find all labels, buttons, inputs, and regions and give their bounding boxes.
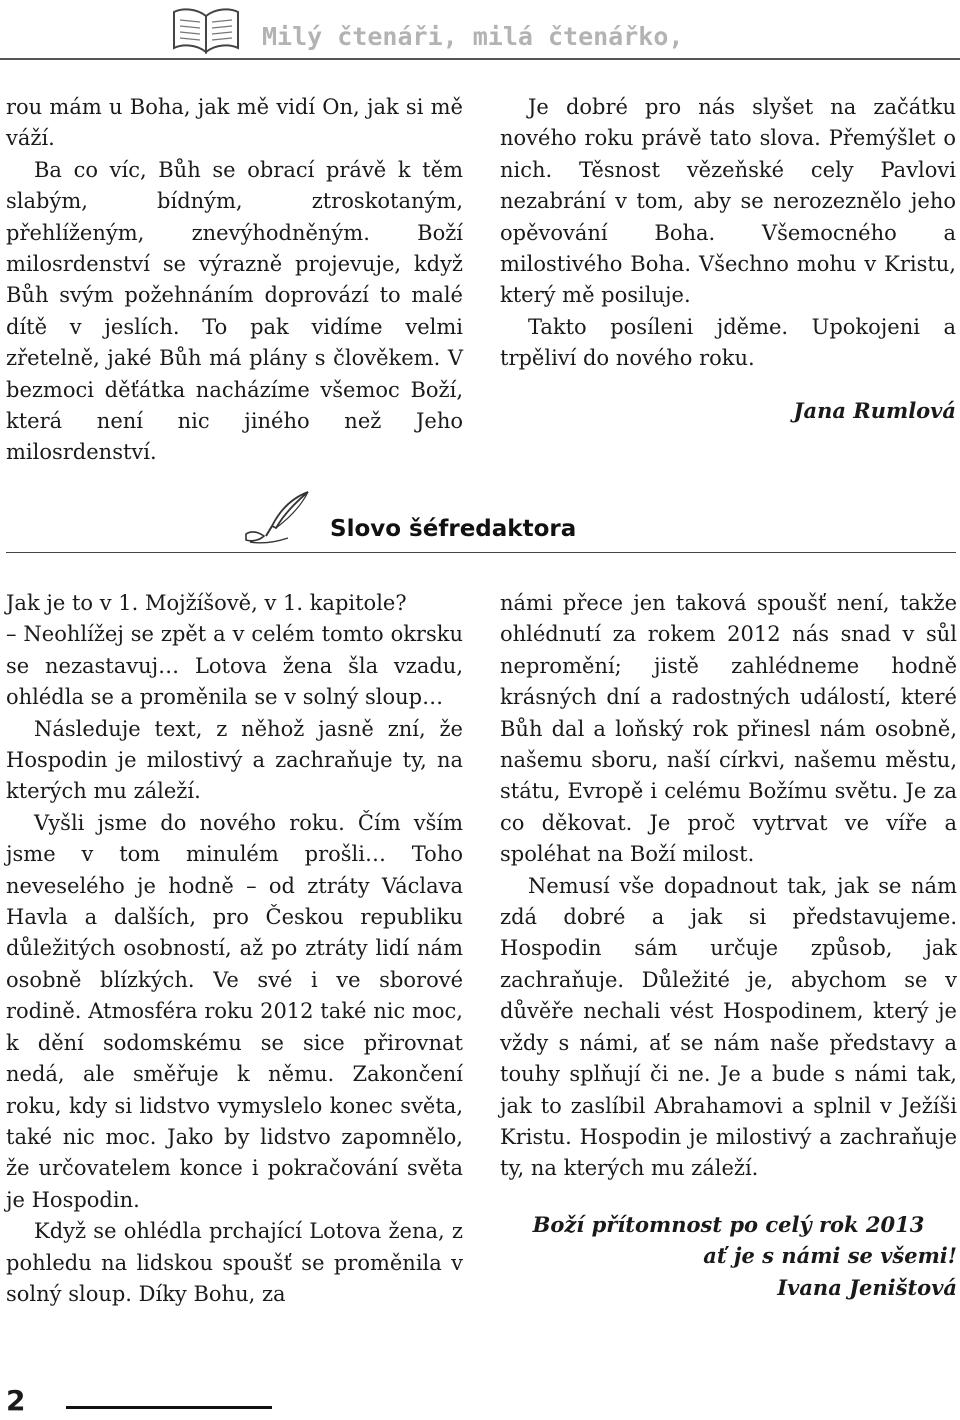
header-divider <box>0 58 960 60</box>
page-number: 2 <box>6 1384 26 1417</box>
paragraph: Nemusí vše dopadnout tak, jak se nám zdá dobré a jak si představujeme. Hospodin sám určuje způsob, jak zachraňuje. Důležité je, abychom se v důvěře nechali vést Hospodinem, který je vždy s námi, ať se nám naše představy a touhy splňují či ne. Je a bude s námi tak, jak to zaslíbil Abrahamovi a splnil v Ježíši Kristu. Hospodin je milostivý a zachraňuje ty, na kterých mu záleží. <box>500 873 957 1181</box>
open-book-icon <box>170 2 242 56</box>
paragraph: Jak je to v 1. Mojžíšově, v 1. kapitole? <box>6 591 407 615</box>
quill-pen-icon <box>242 490 314 546</box>
article-column-top-right <box>500 92 956 426</box>
page-header <box>0 0 960 80</box>
paragraph: Vyšli jsme do nového roku. Čím vším jsme v tom minulém prošli… Toho neveselého je hodně – od ztráty Václava Havla a dalších, pro Českou republiku důležitých osobností, až po ztráty lidí nám osobně blízkých. Ve své i ve sborové rodině. Atmosféra roku 2012 také nic moc, k dění sodomskému se sice přirovnat nedá, ale směřuje k němu. Zakončení roku, kdy si lidstvo vymyslelo konec světa, také nic moc. Jako by lidstvo zapomnělo, že určovatelem konce i pokračování světa je Hospodin. <box>6 810 463 1212</box>
paragraph: Následuje text, z něhož jasně zní, že Hospodin je milostivý a zachraňuje ty, na kterých mu záleží. <box>6 716 463 804</box>
author-signature: Ivana Jeništová <box>777 1274 957 1300</box>
section-divider <box>6 552 956 553</box>
paragraph: Ba co víc, Bůh se obrací právě k těm slabým, bídným, ztroskotaným, přehlíženým, znevýhodněným. Boží milosrdenství se výrazně projevuje, když Bůh svým požehnáním doprovází to malé dítě v jeslích. To pak vidíme velmi zřetelně, jaké Bůh má plány s člověkem. V bezmoci děťátka nacházíme všemoc Boží, která není nic jiného než Jeho milosrdenství. <box>6 157 463 465</box>
footer-divider <box>66 1406 272 1409</box>
closing-line: ať je s námi se všemi! <box>703 1243 957 1269</box>
closing-line: Boží přítomnost po celý rok 2013 <box>532 1211 925 1237</box>
header-title: Milý čtenáři, milá čtenářko, <box>262 22 684 51</box>
author-signature: Jana Rumlová <box>793 397 956 423</box>
paragraph: Takto posíleni jděme. Upokojeni a trpěliví do nového roku. <box>500 314 956 371</box>
paragraph: rou mám u Boha, jak mě vidí On, jak si mě váží. <box>6 95 463 151</box>
section-header <box>0 486 960 556</box>
section-title: Slovo šéfredaktora <box>330 516 577 542</box>
article-column-top-left <box>6 92 463 469</box>
paragraph: Když se ohlédla prchající Lotova žena, z pohledu na lidskou spoušť se proměnila v solný sloup. Díky Bohu, za <box>6 1219 463 1306</box>
paragraph: námi přece jen taková spoušť není, takže ohlédnutí za rokem 2012 nás snad v sůl nepromění; jistě zahlédneme hodně krásných dní a radostných událostí, které Bůh dal a loňský rok přinesl nám osobně, našemu sboru, naší církvi, našemu městu, státu, Evropě i celému Božímu světu. Je za co děkovat. Je proč vytrvat ve víře a spoléhat na Boží milost. <box>500 591 957 867</box>
paragraph: – Neohlížej se zpět a v celém tomto okrsku se nezastavuj… Lotova žena šla vzadu, ohlédla se a proměnila se v solný sloup… <box>6 622 463 710</box>
paragraph: Je dobré pro nás slyšet na začátku nového roku právě tato slova. Přemýšlet o nich. Těsnost vězeňské cely Pavlovi nezabrání v tom, aby se nerozeznělo jeho opěvování Boha. Všemocného a milostivého Boha. Všechno mohu v Kristu, který mě posiluje. <box>500 95 956 308</box>
article-column-bottom-left <box>6 588 463 1310</box>
article-column-bottom-right <box>500 588 957 1303</box>
